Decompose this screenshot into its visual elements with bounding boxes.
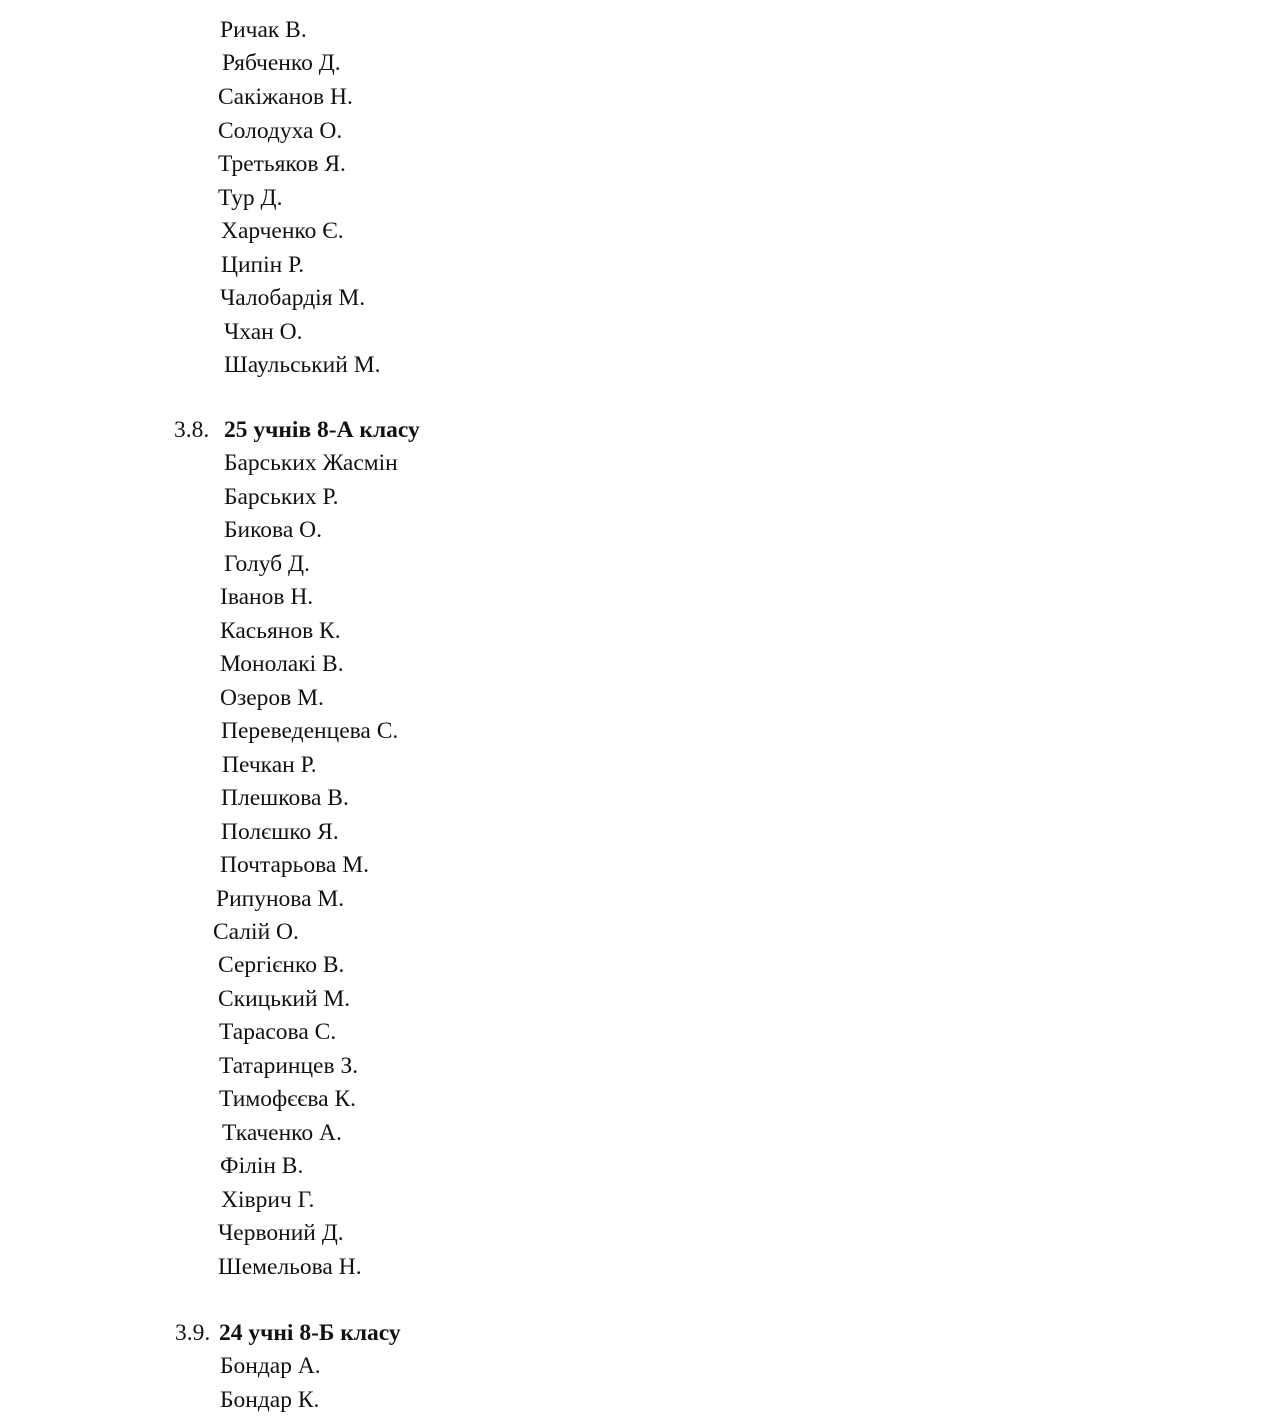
student-name: Бикова О. [224,517,322,543]
student-name: Філін В. [220,1153,304,1179]
student-name: Хіврич Г. [221,1187,315,1213]
student-name: Озеров М. [220,685,324,711]
student-name: Тимофєєва К. [219,1086,357,1112]
student-name: Почтарьова М. [220,852,369,878]
student-name: Бондар А. [220,1353,321,1379]
student-name: Плешкова В. [221,785,349,811]
student-name: Шаульський М. [224,352,381,378]
student-name: Рипунова М. [216,886,345,912]
section-number: 3.9. [175,1320,211,1346]
student-name: Полєшко Я. [221,819,339,845]
section-number: 3.8. [174,417,210,443]
student-name: Рябченко Д. [222,50,341,76]
section-title: 25 учнів 8-А класу [224,417,420,443]
section-title: 24 учні 8-Б класу [219,1320,401,1346]
student-name: Сакіжанов Н. [218,84,353,110]
student-name: Скицький М. [218,986,351,1012]
student-name: Іванов Н. [220,584,314,610]
student-name: Сергієнко В. [218,952,345,978]
student-name: Печкан Р. [222,752,317,778]
student-name: Касьянов К. [220,618,341,644]
student-name: Голуб Д. [224,551,310,577]
student-name: Бондар К. [220,1387,320,1413]
student-name: Чалобардія М. [220,285,366,311]
student-name: Тур Д. [218,185,283,211]
student-name: Ричак В. [220,17,307,43]
student-name: Татаринцев З. [219,1053,359,1079]
student-name: Третьяков Я. [218,151,346,177]
student-name: Тарасова С. [219,1019,337,1045]
student-name: Червоний Д. [218,1220,344,1246]
student-name: Ципін Р. [221,252,305,278]
student-name: Шемельова Н. [218,1254,362,1280]
student-name: Монолакі В. [220,651,344,677]
student-name: Чхан О. [224,319,303,345]
student-name: Барських Жасмін [224,450,398,476]
student-name: Харченко Є. [221,218,344,244]
student-name: Солодуха О. [218,118,343,144]
student-name: Барських Р. [224,484,339,510]
student-name: Переведенцева С. [221,718,399,744]
student-name: Салій О. [213,919,299,945]
student-name: Ткаченко А. [222,1120,342,1146]
